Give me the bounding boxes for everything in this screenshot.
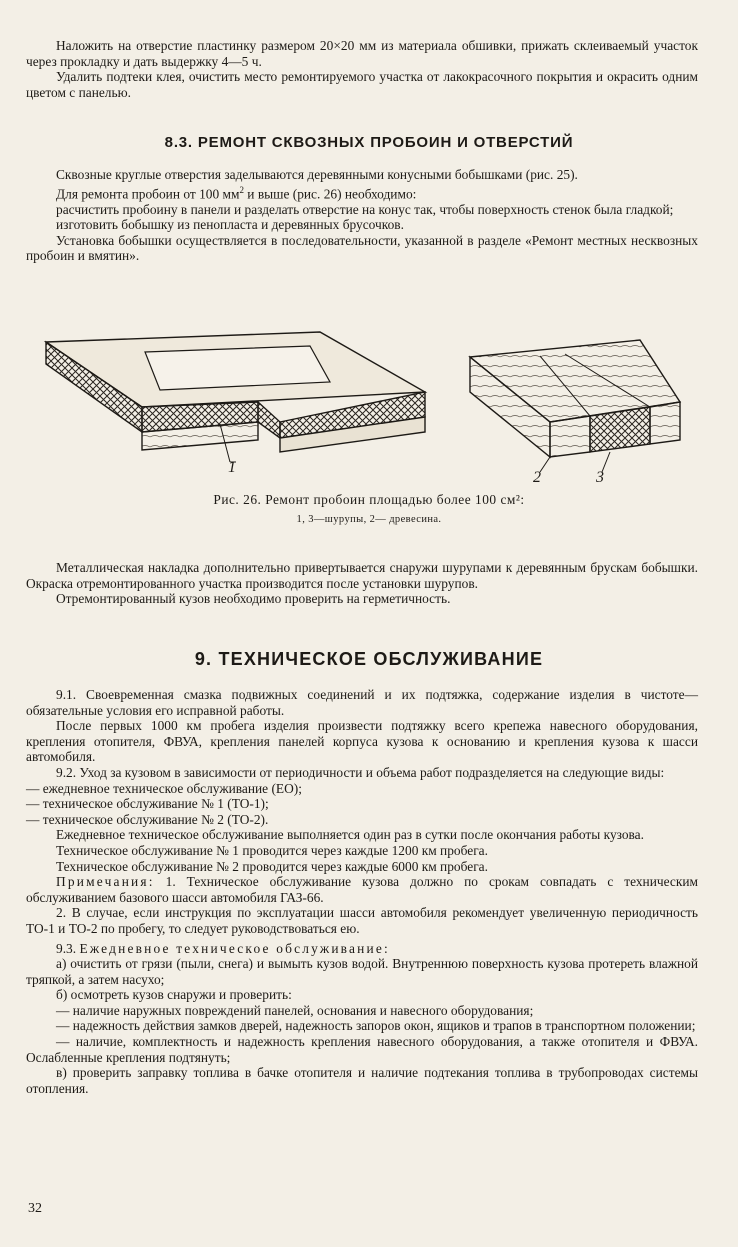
paragraph	[26, 183, 698, 202]
page-number: 32	[28, 1201, 42, 1216]
list-item: — техническое обслуживание № 2 (ТО-2).	[26, 811, 269, 827]
section-heading-9: 9. ТЕХНИЧЕСКОЕ ОБСЛУЖИВАНИЕ	[194, 649, 544, 669]
paragraph: Установка бобышки осуществляется в последовательности, указанной в разделе «Ремонт местных несквозных пробоин и вмятин».	[26, 232, 698, 264]
paragraph: Ежедневное техническое обслуживание выполняется один раз в сутки после окончания работы кузова.	[56, 827, 644, 843]
list-item: — ежедневное техническое обслуживание (ЕО);	[26, 780, 302, 796]
figure-repair-illustration	[30, 312, 710, 492]
paragraph: Удалить подтеки клея, очистить место ремонтируемого участка от лакокрасочного покрытия и окрасить одним цветом с панелью.	[26, 69, 698, 100]
paragraph: б) осмотреть кузов снаружи и проверить:	[56, 987, 292, 1003]
paragraph: изготовить бобышку из пенопласта и деревянных брусочков.	[56, 217, 404, 233]
paragraph: 9.1. Своевременная смазка подвижных соединений и их подтяжка, содержание изделия в чистоте—обязательные условия его исправной работы.	[26, 687, 698, 718]
text: Для ремонта пробоин от 100 мм	[56, 186, 240, 202]
paragraph: Металлическая накладка дополнительно привертывается снаружи шурупами к деревянным брускам бобышки. Окраска отремонтированного участка производится после установки шурупов.	[26, 560, 698, 591]
figure-label-1: 1	[228, 459, 236, 476]
paragraph: а) очистить от грязи (пыли, снега) и вымыть кузов водой. Внутреннюю поверхность кузова протереть влажной тряпкой, а затем насухо;	[26, 956, 698, 987]
subsection-number: 9.3.	[56, 940, 77, 956]
figure-label-2: 2	[533, 469, 541, 486]
text: и выше (рис. 26) необходимо:	[243, 186, 417, 202]
notes-paragraph	[26, 874, 698, 905]
section-8-3-text	[26, 167, 698, 264]
paragraph: Техническое обслуживание № 2 проводится через каждые 6000 км пробега.	[56, 858, 488, 874]
list-item: — наличие, комплектность и надежность крепления навесного оборудования, а также отопителя и ФВУА. Ослабленные крепления подтянуть;	[26, 1034, 698, 1065]
subsection-heading-9-3	[26, 941, 698, 957]
section-heading-8-3: 8.3. РЕМОНТ СКВОЗНЫХ ПРОБОИН И ОТВЕРСТИЙ	[164, 134, 574, 151]
figure-label-3: 3	[596, 469, 604, 486]
paragraph: Техническое обслуживание № 1 проводится через каждые 1200 км пробега.	[56, 842, 488, 858]
paragraph: в) проверить заправку топлива в бачке отопителя и наличие подтекания топлива в трубопроводах системы отопления.	[26, 1065, 698, 1096]
list-item: — надежность действия замков дверей, надежность запоров окон, ящиков и трапов в транспортном положении;	[56, 1018, 696, 1034]
figure-caption: Рис. 26. Ремонт пробоин площадью более 100 см²:	[213, 492, 525, 507]
paragraph: расчистить пробоину в панели и разделать отверстие на конус так, чтобы поверхность стенок была гладкой;	[56, 201, 674, 217]
figure-legend: 1, 3—шурупы, 2— древесина.	[296, 514, 442, 525]
paragraph: 9.2. Уход за кузовом в зависимости от периодичности и объема работ подразделяется на следующие виды:	[56, 764, 665, 780]
note-text: 1. Техническое обслуживание кузова должно по срокам совпадать с техническим обслуживанием базового шасси автомобиля ГАЗ-66.	[26, 874, 698, 905]
block-drawing	[470, 340, 680, 472]
subsection-title: Ежедневное техническое обслуживание:	[79, 940, 390, 956]
paragraph: Сквозные круглые отверстия заделываются деревянными конусными бобышками (рис. 25).	[56, 167, 578, 182]
paragraph: После первых 1000 км пробега изделия произвести подтяжку всего крепежа навесного оборудования, крепления отопителя, ФВУА, крепления панелей корпуса кузова к основанию и крепления кузова к шасси автомобиля.	[26, 718, 698, 765]
list-item: — техническое обслуживание № 1 (ТО-1);	[26, 796, 269, 812]
superscript: 2	[239, 184, 244, 195]
intro-text	[26, 38, 698, 100]
section-8-3-after-figure	[26, 560, 698, 607]
paragraph: 2. В случае, если инструкция по эксплуатации шасси автомобиля рекомендует увеличенную периодичность ТО-1 и ТО-2 по пробегу, то следует руководствоваться ею.	[26, 905, 698, 936]
paragraph: Наложить на отверстие пластинку размером 20×20 мм из материала обшивки, прижать склеиваемый участок через прокладку и дать выдержку 4—5 ч.	[26, 38, 698, 69]
panel-drawing	[46, 332, 425, 462]
section-9-text	[26, 687, 698, 1096]
list-item: — наличие наружных повреждений панелей, основания и навесного оборудования;	[56, 1002, 534, 1018]
notes-label: Примечания:	[56, 874, 155, 890]
paragraph: Отремонтированный кузов необходимо проверить на герметичность.	[56, 591, 451, 607]
